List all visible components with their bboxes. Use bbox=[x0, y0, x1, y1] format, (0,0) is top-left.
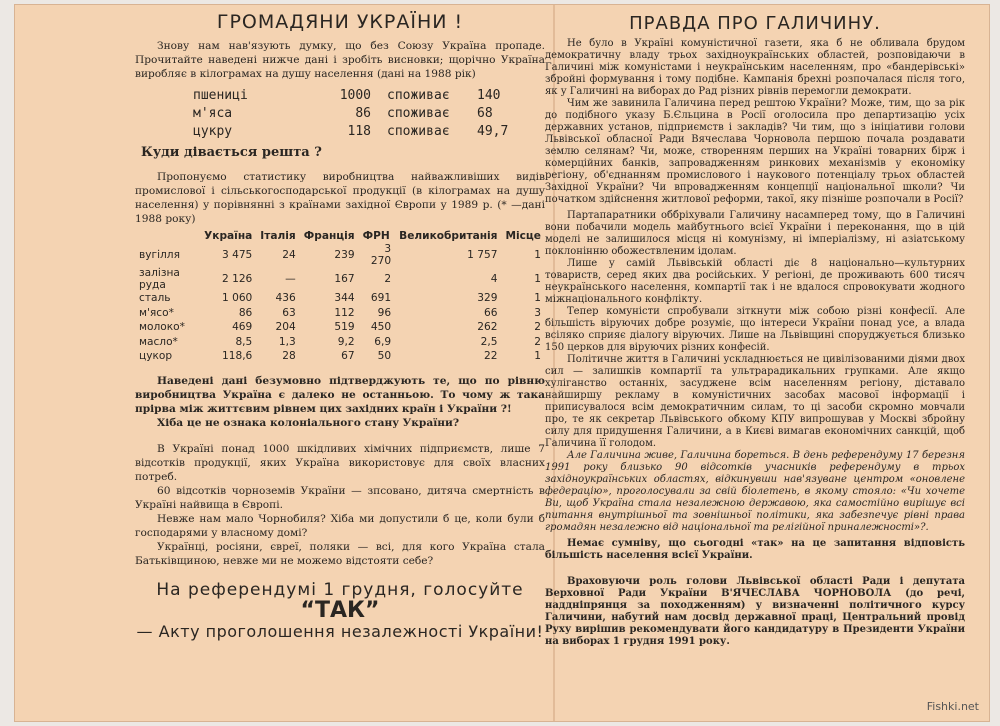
right-p1: Не було в Україні комуністичної газети, яка б не обливала брудом демократичну владу трьох західноукраїнських областей, розповідаючи в Галичині між комуністами і неукраїнським населенням, про «бандерівські» збройні формування і тому подібне. Кампанія брехні розпочалася після того, як у Галичині на виборах до Рад різних рівнів перемогли демократи. bbox=[545, 38, 965, 97]
table-cell: вугілля bbox=[139, 249, 180, 261]
table-cell: масло* bbox=[139, 335, 178, 348]
table-header-cell: Італія bbox=[260, 229, 296, 242]
right-title: ПРАВДА ПРО ГАЛИЧИНУ. bbox=[629, 13, 881, 34]
table-cell: — bbox=[285, 273, 296, 285]
right-column bbox=[545, 13, 965, 648]
table-cell: 8,5 bbox=[235, 335, 253, 348]
production-table bbox=[135, 228, 545, 364]
table-header-cell: Франція bbox=[303, 229, 355, 242]
left-p2: Хіба це не ознака колоніального стану України? bbox=[157, 416, 460, 429]
table-cell: 329 bbox=[477, 292, 498, 305]
left-p6: Українці, росіяни, євреї, поляки — всі, для кого Україна стала Батьківщиною, невже ми не можемо відстояти себе? bbox=[135, 540, 545, 567]
right-p4: Лише у самій Львівській області діє 8 національно—культурних товариств, серед яких два російських. У регіоні, де проживають 600 тисяч неукраїнського населення, компартії так і не вдалося спровокувати жодного міжнаціонального конфлікту. bbox=[545, 258, 965, 305]
table-cell: 2 126 bbox=[221, 273, 253, 285]
right-p8: Немає сумніву, що сьогодні «так» на це запитання відповість більшість населення всієї України. bbox=[545, 538, 965, 561]
table-cell: 1 bbox=[534, 249, 541, 261]
table-cell: 67 bbox=[341, 350, 355, 363]
right-p5: Тепер комуністи спробували зіткнути між собою різні конфесії. Але більшість віруючих добре розуміє, що інтереси України понад усе, а влада всіляко сприяє діалогу віруючих. Лише на Львівщині споруджується близько 150 церков для віруючих різних конфесій. bbox=[545, 306, 965, 353]
table-row bbox=[135, 243, 545, 267]
table-cell: 1 757 bbox=[467, 249, 498, 261]
table-row bbox=[135, 267, 545, 291]
right-p2: Чим же завинила Галичина перед рештою України? Може, тим, що за рік до подібного указу Б.Єльцина в Росії оголосила про департизацію усіх державних установ, підприємств і закладів? Чи тим, що з ініціативи голови Львівської обласної Ради Вячеслава Чорновола першою почала роздавати землю селянам? Чи, може, створенням перших на Україні товарних бірж і комерційних банків, запровадженням ринкових механізмів у економіку регіону, об'єднанням промислового і наукового потенціалу трьох областей Західної України? Чи впровадженням концепції національної школи? Чи початком здійснення житлової реформи, такої, яку пізніше розпочали в Росії? bbox=[545, 98, 965, 205]
table-cell: 6,9 bbox=[374, 335, 392, 348]
table-cell: залізна руда bbox=[139, 267, 180, 291]
right-p7: Але Галичина живе, Галичина бореться. В день референдуму 17 березня 1991 року близько 90 відсотків учасників референдуму в трьох західноукраїнських областях, відкинувши нав'язуване центром «оновлене федерацію», проголосували за свій біолетень, в якому стояло: «Чи хочете Ви, щоб Україна стала незалежною державою, яка самостійно вирішує всі питання внутрішньої та зовнішньої політики, яка забезпечує рівні права громадян незалежно від національної та релігійної приналежності»?. bbox=[545, 450, 965, 533]
table-header-cell: Україна bbox=[204, 229, 253, 242]
table-cell: 204 bbox=[275, 321, 296, 334]
right-p6: Політичне життя в Галичині ускладнюється не цивілізованими діями двох сил — залишків компартії та ультрарадикальних групками. Але якщо хуліганство останніх, засуджене всім населенням регіону, діставало найширшу рекламу в комуністичних засобах масової інформації і приписувалося всім демократичним силам, то ці засоби скромно мовчали про, те як секретар Львівського обкому КПУ випрошував у Москві збройну силу для придушення Галичини, а в Києві вимагав економічних санкцій, щоб Галичина її голодом. bbox=[545, 354, 965, 449]
table-cell: 450 bbox=[370, 321, 392, 334]
table-cell: 2 bbox=[384, 273, 392, 285]
leaflet-sheet bbox=[14, 4, 990, 722]
table-cell: 239 bbox=[334, 249, 355, 261]
table-cell: 436 bbox=[275, 292, 296, 305]
left-p4: 60 відсотків чорноземів України — зпсовано, дитяча смертність в Україні найвища в Європі. bbox=[135, 484, 545, 511]
table-cell: 167 bbox=[334, 273, 355, 285]
table-cell: 1 bbox=[534, 273, 541, 285]
table-row bbox=[135, 306, 545, 321]
left-question: Куди дівається решта ? bbox=[141, 145, 322, 160]
table-cell: 28 bbox=[282, 350, 296, 363]
table-cell: 691 bbox=[370, 292, 392, 305]
table-cell: 262 bbox=[477, 321, 498, 334]
table-header-cell: ФРН bbox=[362, 229, 390, 242]
watermark: Fishki.net bbox=[926, 700, 979, 713]
table-cell: сталь bbox=[139, 292, 171, 305]
left-intro: Знову нам нав'язують думку, що без Союзу Україна пропаде. Прочитайте наведені нижче дані і зробіть висновки; щорічно Україна виробляє в кілограмах на душу населення (дані на 1988 рік) bbox=[135, 40, 545, 80]
table-cell: 519 bbox=[334, 321, 355, 334]
table-header-cell: Місце bbox=[505, 229, 541, 242]
stats-row: м'яса 86 споживає 68 bbox=[193, 106, 493, 121]
table-cell: 469 bbox=[232, 321, 253, 334]
table-header-cell: Великобританія bbox=[399, 229, 498, 242]
table-cell: 1 bbox=[534, 350, 541, 363]
table-cell: 4 bbox=[490, 273, 498, 285]
table-cell: 96 bbox=[377, 306, 392, 319]
table-cell: 1,3 bbox=[278, 335, 296, 348]
table-cell: 118,6 bbox=[221, 350, 253, 363]
table-cell: молоко* bbox=[139, 321, 185, 334]
stats-list bbox=[193, 87, 545, 141]
slogan-line-1: На референдумі 1 грудня, голосуйте bbox=[156, 579, 524, 600]
left-title: ГРОМАДЯНИ УКРАЇНИ ! bbox=[216, 11, 464, 33]
slogan-line-2: “ТАК” bbox=[300, 597, 380, 623]
table-row bbox=[135, 320, 545, 335]
table-header-cell bbox=[135, 228, 200, 243]
table-cell: 9,2 bbox=[337, 335, 355, 348]
table-cell: 3 bbox=[534, 306, 541, 319]
slogan-line-3: — Акту проголошення незалежності України! bbox=[136, 621, 544, 641]
table-cell: 2,5 bbox=[480, 335, 498, 348]
stats-row: цукру 118 споживає 49,7 bbox=[193, 124, 509, 139]
table-cell: 1 bbox=[534, 292, 541, 305]
stats-row: пшениці 1000 споживає 140 bbox=[193, 88, 501, 103]
table-cell: 344 bbox=[334, 292, 355, 305]
table-cell: 112 bbox=[334, 306, 355, 319]
table-cell: 22 bbox=[484, 350, 498, 363]
right-p3: Партапаратники оббріхували Галичину насамперед тому, що в Галичині вони побачили модель майбутнього всієї України і переконання, що в цій моделі не залишилося місця ні комунізму, ні імперіалізму, ні азіатському поклонінню обожествленим ідолам. bbox=[545, 210, 965, 257]
table-intro: Пропонуємо статистику виробництва найважливіших видів промислової і сільськогосподарської продукції (в кілограмах на душу населення) у порівнянні з країнами західної Європи у 1989 р. (* —дані 1988 року) bbox=[135, 171, 545, 225]
left-column bbox=[135, 11, 545, 641]
table-cell: 63 bbox=[282, 306, 296, 319]
table-cell: 86 bbox=[238, 306, 253, 319]
table-cell: цукор bbox=[139, 350, 173, 363]
table-cell: 1 060 bbox=[221, 292, 253, 305]
right-p9: Враховуючи роль голови Львівської області Ради і депутата Верховної Ради України В'ЯЧЕСЛАВА ЧОРНОВОЛА (до речі, наддніпрянця за походженням) у визначенні політичного курсу Галичини, набутий нам досвід державної праці, Центральний провід Руху вирішив рекомендувати його кандидатуру в Президенти України на виборах 1 грудня 1991 року. bbox=[545, 576, 965, 647]
table-cell: м'ясо* bbox=[139, 306, 174, 319]
table-cell: 2 bbox=[534, 321, 541, 334]
table-cell: 66 bbox=[484, 306, 498, 319]
table-cell: 3 475 bbox=[221, 249, 253, 261]
left-p3: В Україні понад 1000 шкідливих хімічних підприємств, лише 7 відсотків продукції, яких Україна використовує для своїх власних потреб. bbox=[135, 442, 545, 483]
left-p1: Наведені дані безумовно підтверджують те, що по рівню виробництва Україна є далеко не останньою. То чому ж така прірва між життєвим рівнем цих західних країн і України ?! bbox=[135, 374, 545, 415]
table-row bbox=[135, 349, 545, 364]
table-row bbox=[135, 335, 545, 350]
table-cell: 2 bbox=[534, 335, 541, 348]
left-p5: Невже нам мало Чорнобиля? Хіба ми допустили б це, коли були б господарями у власному домі? bbox=[135, 512, 545, 539]
table-row bbox=[135, 291, 545, 306]
table-cell: 3 270 bbox=[370, 243, 392, 267]
table-cell: 50 bbox=[377, 350, 392, 363]
table-cell: 24 bbox=[282, 249, 296, 261]
